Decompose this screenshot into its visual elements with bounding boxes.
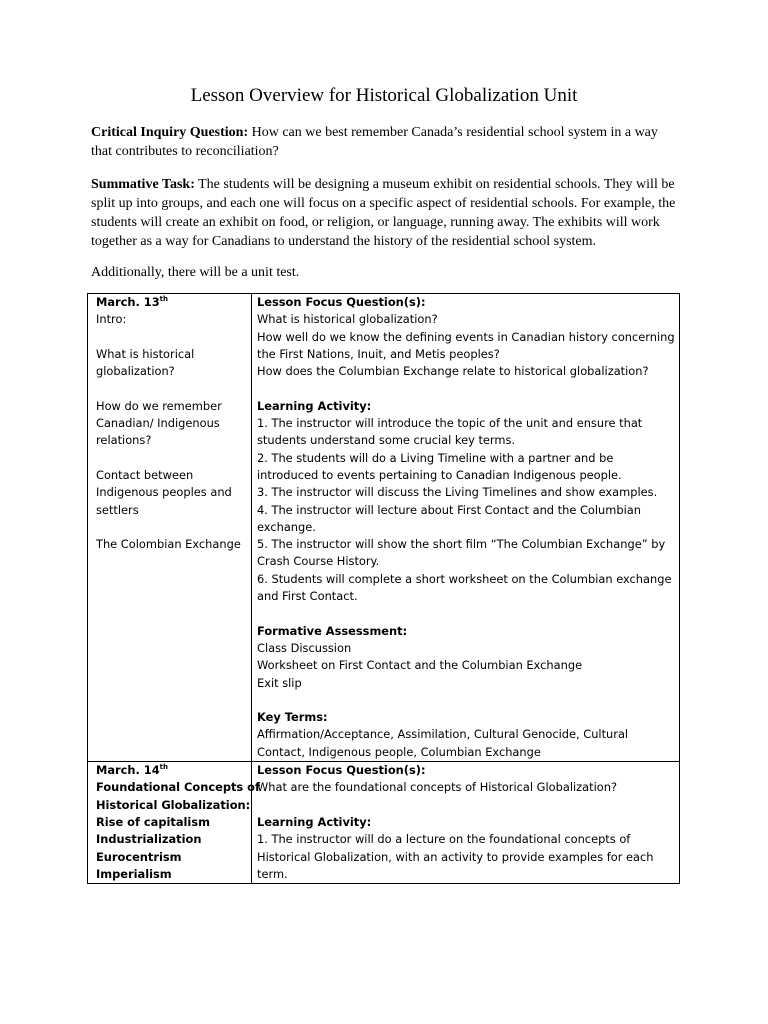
topic-line: relations? [96,433,152,448]
activity-item: 1. The instructor will do a lecture on the foundational concepts of Historical Globalization, with an activity to provide examples for each term. [257,832,654,881]
lesson-date: March. 14th [96,763,168,778]
assessment-item: Exit slip [257,675,302,690]
topic-line: How do we remember [96,398,222,413]
topic-line: Eurocentrism [96,849,182,864]
activity-item: 5. The instructor will show the short film “The Columbian Exchange” by Crash Course History. [257,537,666,569]
topic-line: Foundational Concepts of [96,780,260,795]
topic-line: Industrialization [96,832,202,847]
date-cell [88,294,252,762]
lesson-details-cell [252,762,680,884]
activity-heading: Learning Activity: [257,814,372,829]
activity-item: 1. The instructor will introduce the topic of the unit and ensure that students understand some crucial key terms. [257,416,643,448]
focus-question: What is historical globalization? [257,312,438,327]
topic-line: What is historical [96,346,195,361]
topic-line: Contact between [96,467,194,482]
topic-line: Intro: [96,312,127,327]
page-title: Lesson Overview for Historical Globalization Unit [190,85,578,106]
activity-item: 2. The students will do a Living Timeline with a partner and be introduced to events pertaining to Canadian Indigenous people. [257,450,622,482]
additional-note: Additionally, there will be a unit test. [91,265,300,280]
lesson-table [87,293,680,884]
activity-item: 6. Students will complete a short worksheet on the Columbian exchange and First Contact. [257,571,672,604]
focus-question: What are the foundational concepts of Historical Globalization? [257,780,617,795]
focus-question: How well do we know the defining events in Canadian history concerning the First Nations, Inuit, and Metis peoples? [257,329,675,361]
topic-line: Indigenous peoples and [96,485,232,500]
topic-line: settlers [96,502,139,517]
topic-line: Rise of capitalism [96,814,210,829]
table-row [88,762,680,884]
topic-line: Canadian/ Indigenous [96,416,220,431]
summative-task-label: Summative Task: [91,177,195,192]
date-cell [88,762,260,884]
key-terms: Affirmation/Acceptance, Assimilation, Cultural Genocide, Cultural Contact, Indigenous people, Columbian Exchange [257,727,629,759]
assessment-item: Class Discussion [257,640,352,655]
activity-item: 3. The instructor will discuss the Living Timelines and show examples. [257,485,658,500]
focus-heading: Lesson Focus Question(s): [257,763,426,778]
topic-line: The Colombian Exchange [96,537,241,552]
activity-heading: Learning Activity: [257,398,372,413]
activity-item: 4. The instructor will lecture about First Contact and the Columbian exchange. [257,502,641,534]
critical-inquiry-label: Critical Inquiry Question: [91,125,249,140]
summative-task-text: The students will be designing a museum exhibit on residential schools. They will be split up into groups, and each one will focus on a specific aspect of residential schools. For example, the students will create an exhibit on food, or religion, or language, running away. The exhibits will work together as a way for Canadians to understand the history of the residential school system. [91,177,676,249]
lesson-details-cell [252,294,680,762]
topic-line: globalization? [96,364,175,379]
table-row [88,294,680,762]
summative-task-paragraph [91,175,681,251]
key-terms-heading: Key Terms: [257,710,328,725]
topic-line: Imperialism [96,866,172,881]
critical-inquiry-text: How can we best remember Canada’s residential school system in a way that contributes to reconciliation? [91,125,658,159]
assessment-heading: Formative Assessment: [257,623,408,638]
topic-line: Historical Globalization: [96,797,251,812]
focus-question: How does the Columbian Exchange relate to historical globalization? [257,364,649,379]
assessment-item: Worksheet on First Contact and the Columbian Exchange [257,658,583,673]
lesson-date: March. 13th [96,295,168,309]
focus-heading: Lesson Focus Question(s): [257,295,426,309]
critical-inquiry-paragraph [91,123,681,161]
